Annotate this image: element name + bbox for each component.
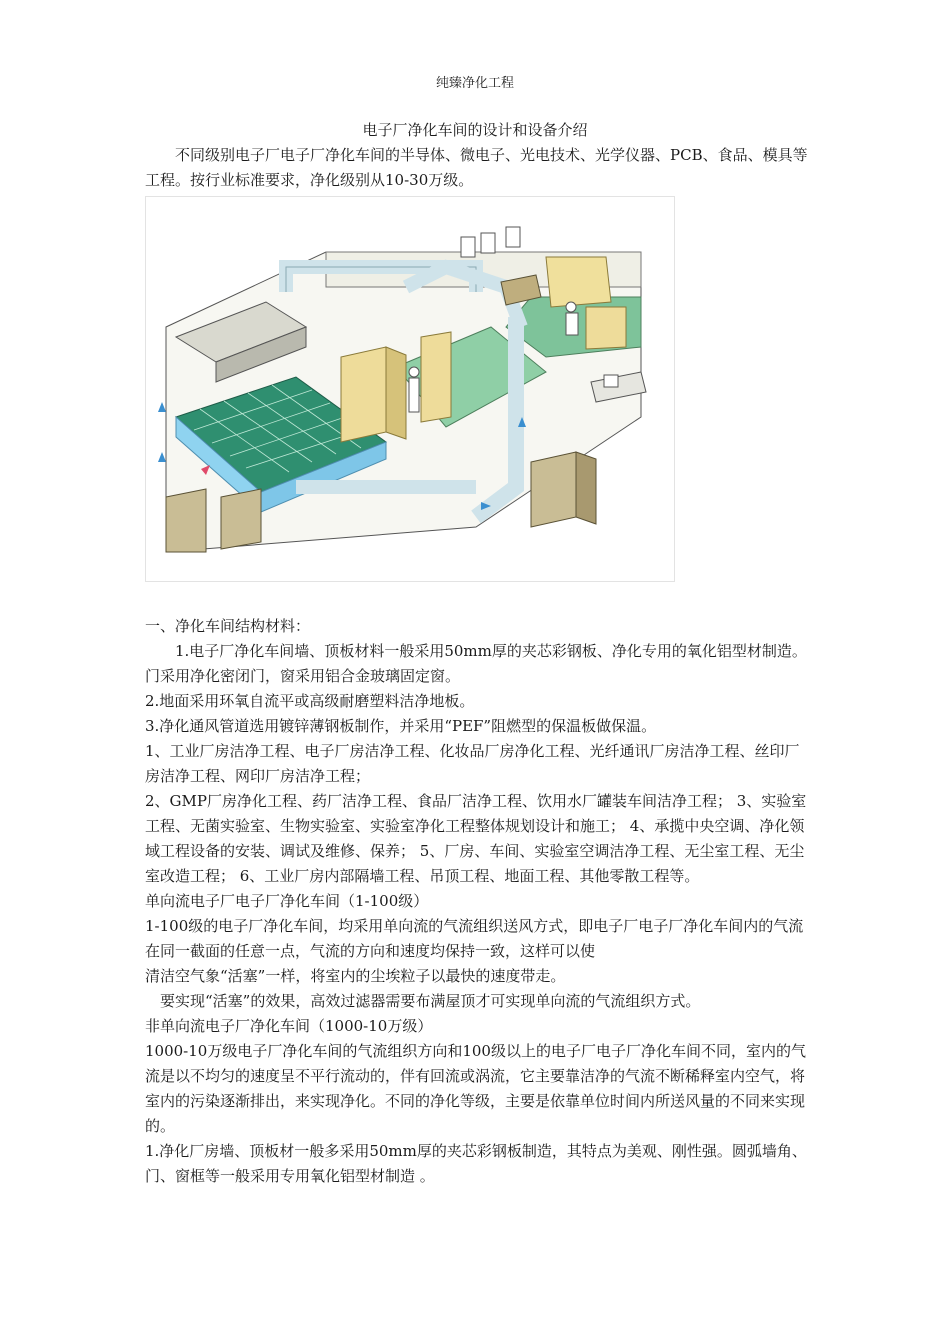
intro-paragraph: 不同级别电子厂电子厂净化车间的半导体、微电子、光电技术、光学仪器、PCB、食品、模具等工程。按行业标准要求，净化级别从10-30万级。 [145, 146, 808, 189]
paragraph: 1-100级的电子厂净化车间，均采用单向流的气流组织送风方式，即电子厂电子厂净化车间内的气流在同一截面的任意一点，气流的方向和速度均保持一致，这样可以使 [145, 917, 804, 960]
subheading: 单向流电子厂电子厂净化车间（1-100级） [145, 892, 429, 910]
section-heading: 一、净化车间结构材料： [145, 617, 311, 635]
paragraph: 1、工业厂房洁净工程、电子厂房洁净工程、化妆品厂房净化工程、光纤通讯厂房洁净工程、丝印厂房洁净工程、网印厂房洁净工程； [145, 742, 800, 785]
paragraph: 2.地面采用环氧自流平或高级耐磨塑料洁净地板。 [145, 692, 475, 710]
paragraph: 3.净化通风管道选用镀锌薄钢板制作，并采用“PEF”阻燃型的保温板做保温。 [145, 717, 657, 735]
paragraph: 要实现“活塞”的效果，高效过滤器需要布满屋顶才可实现单向流的气流组织方式。 [160, 992, 701, 1010]
paragraph: 1.电子厂净化车间墙、顶板材料一般采用50mm厚的夹芯彩钢板、净化专用的氧化铝型材制造。门采用净化密闭门，窗采用铝合金玻璃固定窗。 [145, 642, 807, 685]
cleanroom-figure [145, 196, 675, 582]
paragraph: 2、GMP厂房净化工程、药厂洁净工程、食品厂洁净工程、饮用水厂罐装车间洁净工程； 3、实验室工程、无菌实验室、生物实验室、实验室净化工程整体规划设计和施工； 4、承揽中央空调、净化领域工程设备的安装、调试及维修、保养； 5、厂房、车间、实验室空调洁净工程、无尘室工程、无尘室改造工程； 6、工业厂房内部隔墙工程、吊顶工程、地面工程、其他零散工程等。 [145, 792, 807, 885]
paragraph: 1.净化厂房墙、顶板材一般多采用50mm厚的夹芯彩钢板制造，其特点为美观、刚性强。圆弧墙角、门、窗框等一般采用专用氧化铝型材制造 。 [145, 1142, 807, 1185]
document-body [145, 614, 810, 1189]
paragraph: 清洁空气象“活塞”一样，将室内的尘埃粒子以最快的速度带走。 [145, 967, 566, 985]
subheading: 非单向流电子厂净化车间（1000-10万级） [145, 1017, 433, 1035]
document-title: 电子厂净化车间的设计和设备介绍 [362, 121, 588, 139]
paragraph: 1000-10万级电子厂净化车间的气流组织方向和100级以上的电子厂电子厂净化车间不同，室内的气流是以不均匀的速度呈不平行流动的，伴有回流或涡流，它主要靠洁净的气流不断稀释室内空气，将室内的污染逐渐排出，来实现净化。不同的净化等级，主要是依靠单位时间内所送风量的不同来实现的。 [145, 1042, 806, 1135]
cleanroom-isometric-illustration [146, 197, 674, 581]
page-header: 纯臻净化工程 [435, 76, 514, 91]
